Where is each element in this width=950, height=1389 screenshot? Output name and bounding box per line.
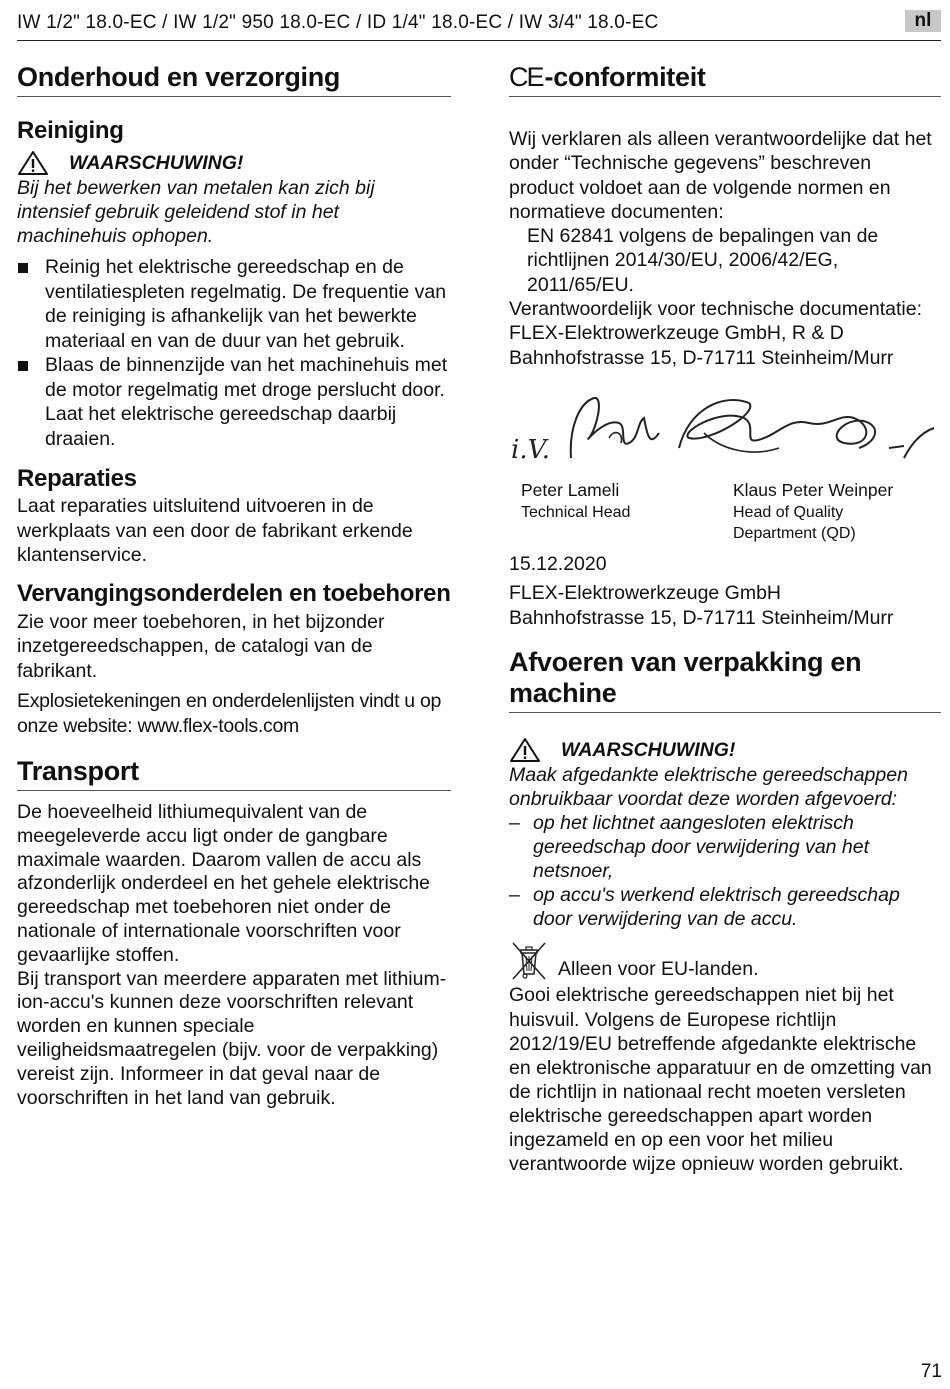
page-header bbox=[17, 10, 941, 41]
cleaning-list bbox=[17, 255, 451, 451]
right-column bbox=[509, 62, 941, 1176]
disposal-heading: Afvoeren van verpakking en machine bbox=[509, 647, 941, 713]
signature-block bbox=[509, 388, 941, 548]
header-title: IW 1/2" 18.0-EC / IW 1/2" 950 18.0-EC / ID 1/4" 18.0-EC / IW 3/4" 18.0-EC bbox=[17, 12, 659, 33]
parts-text: Zie voor meer toebehoren, in het bijzonder inzetgereedschappen, de catalogi van de fabrikant. bbox=[17, 610, 385, 682]
ce-heading bbox=[509, 62, 941, 97]
company-address: Bahnhofstrasse 15, D-71711 Steinheim/Murr bbox=[509, 606, 894, 629]
website-link[interactable]: www.flex-tools.com bbox=[137, 714, 299, 737]
warning-triangle-icon bbox=[509, 737, 541, 763]
warning-header bbox=[509, 737, 941, 763]
warning-header bbox=[17, 150, 451, 176]
signatory-2-name: Klaus Peter Weinper bbox=[733, 479, 894, 500]
crossed-bin-icon bbox=[509, 941, 549, 981]
signatory-2-role-line1: Head of Quality bbox=[733, 503, 844, 521]
ce-responsible: Verantwoordelijk voor technische documentatie: bbox=[509, 298, 922, 321]
warning-label: WAARSCHUWING! bbox=[561, 739, 736, 762]
company-name: FLEX-Elektrowerkzeuge GmbH bbox=[509, 582, 782, 605]
parts-website-text bbox=[17, 689, 451, 738]
warning-text: Bij het bewerken van metalen kan zich bij intensief gebruik geleidend stof in het machinehuis ophopen. bbox=[17, 177, 375, 247]
disposal-list bbox=[509, 811, 941, 931]
signature-image bbox=[509, 388, 941, 488]
language-badge: nl bbox=[905, 10, 941, 32]
parts-heading: Vervangingsonderdelen en toebehoren bbox=[17, 579, 451, 607]
ce-declaration: Wij verklaren als alleen verantwoordelijke dat het onder “Technische gegevens” beschreven product voldoet aan de volgende normen en normatieve documenten: bbox=[509, 128, 932, 223]
maintenance-heading: Onderhoud en verzorging bbox=[17, 62, 451, 97]
ce-norms: EN 62841 volgens de bepalingen van de richtlijnen 2014/30/EU, 2006/42/EG, 2011/65/EU. bbox=[527, 225, 879, 296]
warning-triangle-icon bbox=[17, 150, 49, 176]
page-number: 71 bbox=[920, 1361, 942, 1382]
list-item: Blaas de binnenzijde van het machinehuis met de motor regelmatig met droge perslucht door. Laat het elektrische gereedschap daarbij draaien. bbox=[17, 353, 451, 451]
transport-heading: Transport bbox=[17, 756, 451, 791]
list-item: – op het lichtnet aangesloten elektrisch gereedschap door verwijdering van het netsnoer, bbox=[509, 811, 941, 883]
ce-heading-text: -conformiteit bbox=[544, 62, 706, 92]
eu-only-text: Alleen voor EU-landen. bbox=[558, 957, 759, 980]
disposal-text: Gooi elektrische gereedschappen niet bij het huisvuil. Volgens de Europese richtlijn 2012/19/EU betreffende afgedankte elektrische en elektronische apparatuur en de omzetting van de richtlijn in nationaal recht moeten versleten elektrische gereedschappen apart worden ingezameld en op een voor het milieu verantwoorde wijze opnieuw worden gebruikt. bbox=[509, 984, 932, 1176]
warning-label: WAARSCHUWING! bbox=[69, 152, 244, 174]
cleaning-warning bbox=[17, 150, 451, 248]
cleaning-heading: Reiniging bbox=[17, 117, 124, 144]
repairs-text: Laat reparaties uitsluitend uitvoeren in de werkplaats van een door de fabrikant erkende klantenservice. bbox=[17, 495, 413, 566]
ce-address: Bahnhofstrasse 15, D-71711 Steinheim/Murr bbox=[509, 346, 894, 369]
left-column bbox=[17, 62, 451, 1110]
transport-text-2: Bij transport van meerdere apparaten met lithium-ion-accu's kunnen deze voorschriften relevant worden en kunnen speciale veiligheidsmaatregelen (bijv. voor de verpakking) vereist zijn. Informeer in dat geval naar de voorschriften in het land van gebruik. bbox=[17, 967, 447, 1109]
declaration-date: 15.12.2020 bbox=[509, 552, 607, 575]
disposal-warning bbox=[509, 737, 941, 811]
ce-company: FLEX-Elektrowerkzeuge GmbH, R & D bbox=[509, 322, 844, 345]
signatory-2-role-line2: Department (QD) bbox=[733, 524, 856, 542]
list-item: – op accu's werkend elektrisch gereedschap door verwijdering van de accu. bbox=[509, 883, 941, 931]
warning-text: Maak afgedankte elektrische gereedschappen onbruikbaar voordat deze worden afgevoerd: bbox=[509, 764, 908, 811]
parts-website-label: Explosietekeningen en onderdelenlijsten vindt u op onze website: bbox=[17, 690, 442, 737]
signatory-1-role: Technical Head bbox=[521, 503, 631, 521]
signatory-1-name: Peter Lameli bbox=[521, 479, 620, 500]
ce-mark: CE bbox=[509, 62, 543, 92]
eu-only-line bbox=[509, 941, 941, 981]
signature-iv: i.V. bbox=[511, 434, 551, 465]
transport-text-1: De hoeveelheid lithiumequivalent van de meegeleverde accu ligt onder de gangbare maximale waarden. Daarom vallen de accu als afzonderlijk onderdeel en het gehele elektrische gereedschap met toebehoren niet onder de nationale of internationale voorschriften voor gevaarlijke stoffen. bbox=[17, 801, 431, 966]
repairs-heading: Reparaties bbox=[17, 465, 137, 492]
list-item: Reinig het elektrische gereedschap en de ventilatiespleten regelmatig. De frequentie van de reiniging is afhankelijk van het bewerkte materiaal en van de duur van het gebruik. bbox=[17, 255, 451, 353]
